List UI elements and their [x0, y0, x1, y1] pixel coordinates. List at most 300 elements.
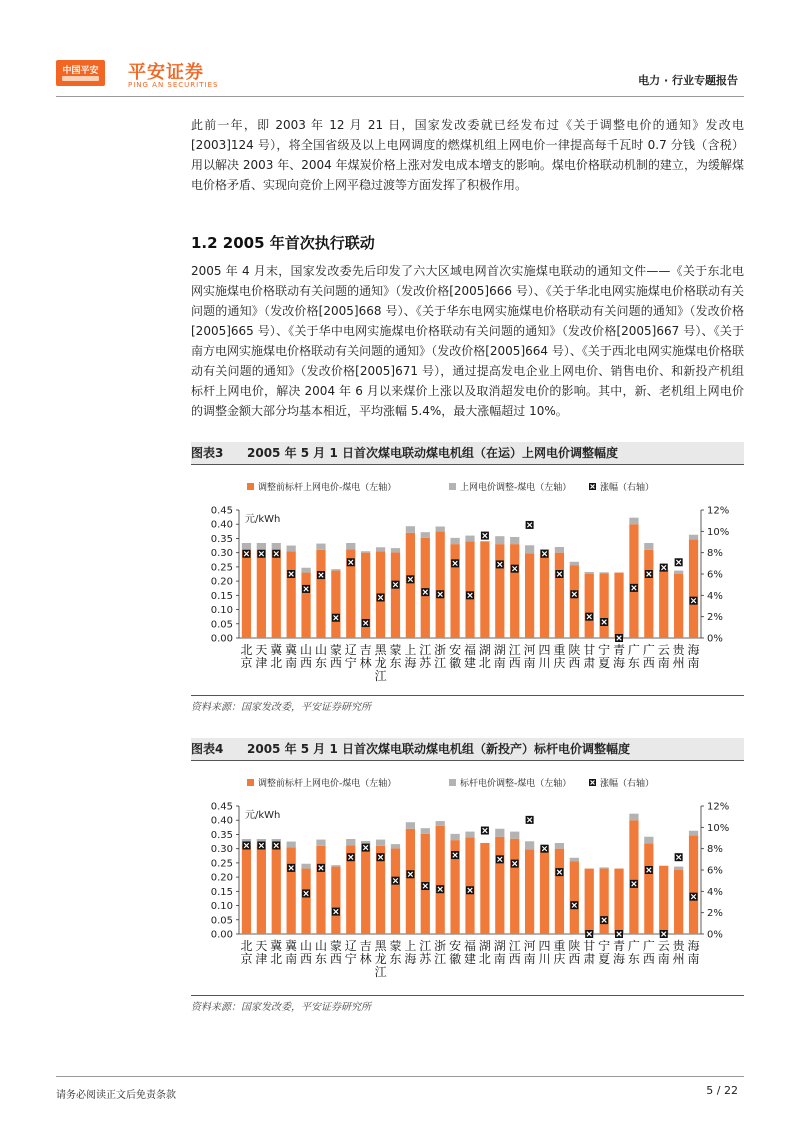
- pct-marker-广西: [645, 866, 653, 874]
- bar-base-安徽: [450, 544, 459, 638]
- bar-delta-北京: [242, 543, 251, 550]
- bar-base-青海: [614, 573, 623, 638]
- pct-marker-河南: [526, 521, 534, 529]
- pct-marker-陕西: [570, 901, 578, 909]
- right-tick-label: 10%: [707, 822, 730, 834]
- category-label-冀北: 冀: [270, 643, 283, 657]
- figure-4-chart: [191, 764, 744, 992]
- pct-marker-蒙东: [391, 877, 399, 885]
- left-tick-label: 0.40: [210, 519, 233, 531]
- figure-4-number: 图表4: [191, 742, 224, 756]
- category-label-蒙东: 东: [389, 952, 402, 966]
- category-label-贵州: 州: [672, 656, 685, 670]
- bar-base-陕西: [570, 565, 579, 638]
- category-label-蒙东: 蒙: [389, 939, 402, 953]
- right-tick-label: 2%: [707, 908, 723, 920]
- bar-base-冀北: [272, 550, 281, 638]
- category-label-湖南: 南: [493, 952, 506, 966]
- bar-base-江西: [510, 839, 519, 934]
- category-label-天津: 天: [255, 643, 268, 657]
- pct-marker-云南: [660, 930, 668, 938]
- category-label-江西: 西: [508, 656, 521, 670]
- category-label-黑龙江: 龙: [374, 952, 387, 966]
- category-label-黑龙江: 江: [374, 669, 387, 683]
- pct-marker-重庆: [555, 570, 563, 578]
- category-label-甘肃: 甘: [583, 939, 596, 953]
- category-label-山东: 东: [314, 656, 327, 670]
- intro-paragraph: 此前一年，即 2003 年 12 月 21 日，国家发改委就已经发布过《关于调整电价的通知》发改电[2003]124 号），将全国省级及以上电网调度的燃煤机组上网电价一律提高每千瓦时 0.7 分钱（含税）用以解决 2003 年、2004 年煤炭价格上涨对发电成本增支的影响。煤电价格联动机制的建立，为缓解煤电价格矛盾、实现向竞价上网平稳过渡等方面发挥了积极作用。: [191, 118, 744, 192]
- pct-marker-北京: [242, 841, 250, 849]
- pct-marker-冀南: [287, 864, 295, 872]
- bar-base-北京: [242, 550, 251, 638]
- left-tick-label: 0.25: [210, 562, 233, 574]
- category-label-宁夏: 夏: [598, 656, 611, 670]
- category-label-山西: 西: [300, 656, 313, 670]
- category-label-广东: 广: [627, 939, 640, 953]
- category-label-青海: 海: [613, 952, 626, 966]
- right-tick-label: 0%: [707, 633, 723, 645]
- figure-3-chart: [191, 468, 744, 694]
- bar-delta-宁夏: [600, 867, 609, 868]
- category-label-黑龙江: 黑: [374, 939, 387, 953]
- category-label-天津: 天: [255, 939, 268, 953]
- category-label-福建: 建: [463, 656, 477, 670]
- bar-delta-蒙西: [331, 569, 340, 570]
- bar-delta-广东: [629, 518, 638, 525]
- category-label-安徽: 安: [449, 939, 462, 953]
- pct-marker-福建: [466, 886, 474, 894]
- right-tick-label: 10%: [707, 526, 730, 538]
- category-label-甘肃: 甘: [583, 643, 596, 657]
- category-label-安徽: 安: [449, 643, 462, 657]
- legend-swatch-0: [247, 779, 254, 786]
- bar-base-重庆: [555, 849, 564, 934]
- category-label-甘肃: 肃: [583, 656, 596, 670]
- category-label-上海: 上: [404, 643, 417, 657]
- category-label-河南: 南: [523, 952, 536, 966]
- left-tick-label: 0.45: [210, 505, 233, 517]
- pct-marker-广东: [630, 584, 638, 592]
- category-label-河南: 南: [523, 656, 536, 670]
- bar-delta-冀北: [272, 543, 281, 550]
- pct-marker-山西: [302, 889, 310, 897]
- pct-marker-河南: [526, 816, 534, 824]
- logo-underline: [62, 76, 99, 81]
- left-tick-label: 0.10: [210, 901, 233, 913]
- bar-delta-河南: [525, 841, 534, 849]
- category-label-云南: 南: [657, 952, 670, 966]
- right-tick-label: 8%: [707, 548, 723, 560]
- bar-base-贵州: [674, 574, 683, 638]
- pct-marker-甘肃: [585, 930, 593, 938]
- category-label-上海: 海: [404, 952, 417, 966]
- pct-marker-吉林: [362, 844, 370, 852]
- bar-base-甘肃: [585, 869, 594, 934]
- section-title: 1.2 2005 年首次执行联动: [191, 234, 375, 252]
- pct-marker-冀南: [287, 570, 295, 578]
- bar-delta-蒙东: [391, 844, 400, 848]
- category-label-河南: 河: [523, 643, 536, 657]
- category-label-北京: 京: [240, 952, 253, 966]
- bar-base-湖北: [480, 843, 489, 934]
- category-label-上海: 上: [404, 939, 417, 953]
- figure-4-bottom-rule: [191, 995, 744, 996]
- category-label-江西: 江: [508, 643, 521, 657]
- category-label-湖北: 湖: [478, 939, 491, 953]
- bar-delta-湖南: [495, 829, 504, 837]
- category-label-贵州: 州: [672, 952, 685, 966]
- right-tick-label: 12%: [707, 801, 730, 813]
- bar-base-冀南: [287, 847, 296, 934]
- bar-base-宁夏: [600, 869, 609, 934]
- category-label-四川: 川: [538, 656, 551, 670]
- bar-delta-安徽: [450, 834, 459, 840]
- pct-marker-江西: [511, 860, 519, 868]
- bar-base-上海: [406, 533, 415, 638]
- footer-divider: [56, 1076, 744, 1077]
- legend-label-0: 调整前标杆上网电价-煤电（左轴）: [258, 779, 397, 789]
- bar-base-湖南: [495, 837, 504, 934]
- category-label-冀北: 冀: [270, 939, 283, 953]
- bar-delta-江西: [510, 832, 519, 839]
- pct-marker-冀北: [272, 550, 280, 558]
- category-label-河南: 河: [523, 939, 536, 953]
- figure-4-source: 资料来源：国家发改委，平安证券研究所: [191, 1002, 371, 1013]
- bar-delta-河南: [525, 545, 534, 553]
- category-label-蒙西: 西: [329, 656, 342, 670]
- pct-marker-宁夏: [600, 916, 608, 924]
- category-label-浙江: 江: [434, 952, 447, 966]
- category-label-云南: 南: [657, 656, 670, 670]
- bar-base-天津: [257, 846, 266, 934]
- bar-delta-天津: [257, 543, 266, 550]
- bar-delta-重庆: [555, 843, 564, 849]
- category-label-重庆: 庆: [553, 656, 566, 670]
- figure-4-title-bar: [191, 738, 744, 760]
- figure-3-title-bar: [191, 442, 744, 464]
- bar-delta-广东: [629, 814, 638, 821]
- pct-marker-海南: [690, 597, 698, 605]
- pingan-logo: [56, 60, 105, 86]
- legend-marker-2: [589, 483, 596, 490]
- bar-base-湖南: [495, 544, 504, 638]
- category-label-云南: 云: [657, 643, 670, 657]
- pct-marker-安徽: [451, 851, 459, 859]
- bar-base-山东: [316, 550, 325, 638]
- pct-marker-江西: [511, 565, 519, 573]
- category-label-蒙东: 东: [389, 656, 402, 670]
- category-label-冀北: 北: [270, 952, 283, 966]
- category-label-黑龙江: 龙: [374, 656, 387, 670]
- bar-base-吉林: [361, 847, 370, 934]
- category-label-福建: 福: [463, 939, 477, 953]
- category-label-浙江: 浙: [434, 643, 447, 657]
- legend-label-2: 涨幅（右轴）: [600, 779, 655, 789]
- category-label-吉林: 林: [359, 952, 372, 966]
- bar-base-山西: [301, 869, 310, 934]
- bar-delta-浙江: [436, 821, 445, 826]
- pct-marker-山东: [317, 864, 325, 872]
- pct-marker-贵州: [675, 853, 683, 861]
- bar-base-福建: [465, 541, 474, 638]
- bar-base-云南: [659, 570, 668, 638]
- bar-delta-陕西: [570, 858, 579, 862]
- bar-base-陕西: [570, 861, 579, 934]
- pct-marker-吉林: [362, 619, 370, 627]
- bar-base-广西: [644, 844, 653, 934]
- category-label-云南: 云: [657, 939, 670, 953]
- category-label-天津: 津: [255, 952, 268, 966]
- bar-delta-宁夏: [600, 572, 609, 573]
- figure-3-source: 资料来源：国家发改委，平安证券研究所: [191, 702, 371, 713]
- pct-marker-冀北: [272, 841, 280, 849]
- pct-marker-青海: [615, 634, 623, 642]
- pct-marker-宁夏: [600, 618, 608, 626]
- bar-delta-浙江: [436, 526, 445, 531]
- pct-marker-湖北: [481, 532, 489, 540]
- category-label-山东: 山: [314, 643, 327, 657]
- category-label-天津: 津: [255, 656, 268, 670]
- pct-marker-重庆: [555, 868, 563, 876]
- category-label-吉林: 林: [359, 656, 372, 670]
- bar-base-浙江: [436, 531, 445, 638]
- category-label-蒙西: 蒙: [329, 939, 342, 953]
- bar-delta-贵州: [674, 867, 683, 870]
- bar-base-云南: [659, 866, 668, 934]
- bar-delta-吉林: [361, 551, 370, 552]
- bar-delta-重庆: [555, 547, 564, 553]
- left-tick-label: 0.15: [210, 886, 233, 898]
- category-label-蒙东: 蒙: [389, 643, 402, 657]
- category-label-宁夏: 宁: [598, 939, 611, 953]
- category-label-湖北: 北: [478, 952, 491, 966]
- pct-marker-浙江: [436, 590, 444, 598]
- category-label-陕西: 西: [568, 952, 581, 966]
- bar-delta-甘肃: [585, 572, 594, 574]
- bar-base-上海: [406, 829, 415, 934]
- bar-base-蒙东: [391, 848, 400, 934]
- report-type: 电力 · 行业专题报告: [638, 74, 738, 87]
- category-label-北京: 北: [240, 643, 253, 657]
- category-label-安徽: 徽: [449, 656, 462, 670]
- bar-delta-江西: [510, 537, 519, 544]
- bar-delta-贵州: [674, 571, 683, 574]
- bar-delta-湖南: [495, 536, 504, 544]
- bar-base-四川: [540, 850, 549, 934]
- footer-disclaimer: 请务必阅读正文后免责条款: [56, 1090, 176, 1101]
- pct-marker-天津: [257, 841, 265, 849]
- category-label-山东: 山: [314, 939, 327, 953]
- category-label-贵州: 贵: [672, 643, 685, 657]
- bar-base-蒙西: [331, 571, 340, 638]
- category-label-辽宁: 辽: [344, 939, 357, 953]
- category-label-陕西: 陕: [568, 643, 581, 657]
- right-tick-label: 6%: [707, 865, 723, 877]
- pct-marker-四川: [541, 550, 549, 558]
- bar-delta-安徽: [450, 538, 459, 544]
- bar-delta-冀南: [287, 546, 296, 552]
- left-tick-label: 0.30: [210, 844, 233, 856]
- bar-base-天津: [257, 550, 266, 638]
- pct-marker-黑龙江: [377, 593, 385, 601]
- pct-marker-上海: [406, 575, 414, 583]
- category-label-广西: 广: [642, 643, 655, 657]
- bar-delta-蒙西: [331, 865, 340, 866]
- bar-delta-山东: [316, 544, 325, 550]
- category-label-甘肃: 肃: [583, 952, 596, 966]
- right-tick-label: 8%: [707, 844, 723, 856]
- pct-marker-海南: [690, 893, 698, 901]
- left-tick-label: 0.00: [210, 929, 233, 941]
- bar-delta-福建: [465, 832, 474, 838]
- category-label-广西: 广: [642, 939, 655, 953]
- pct-marker-福建: [466, 591, 474, 599]
- category-label-海南: 南: [687, 952, 700, 966]
- bar-base-福建: [465, 837, 474, 934]
- category-label-江西: 江: [508, 939, 521, 953]
- bar-base-海南: [689, 539, 698, 638]
- bar-base-广西: [644, 550, 653, 638]
- bar-base-甘肃: [585, 574, 594, 638]
- bar-delta-海南: [689, 535, 698, 540]
- bar-delta-冀南: [287, 842, 296, 848]
- category-label-宁夏: 宁: [598, 643, 611, 657]
- category-label-广东: 东: [627, 656, 640, 670]
- bar-base-江苏: [421, 538, 430, 638]
- right-tick-label: 12%: [707, 505, 730, 517]
- left-tick-label: 0.40: [210, 815, 233, 827]
- left-tick-label: 0.45: [210, 801, 233, 813]
- category-label-广西: 西: [642, 952, 655, 966]
- pct-marker-四川: [541, 845, 549, 853]
- brand-name-en: PING AN SECURITIES: [128, 81, 219, 89]
- y-axis-unit-label: 元/kWh: [245, 810, 281, 821]
- category-label-黑龙江: 黑: [374, 643, 387, 657]
- category-label-辽宁: 宁: [344, 952, 357, 966]
- category-label-福建: 建: [463, 952, 477, 966]
- pct-marker-蒙西: [332, 614, 340, 622]
- bar-base-青海: [614, 869, 623, 934]
- left-tick-label: 0.35: [210, 829, 233, 841]
- category-label-冀北: 北: [270, 656, 283, 670]
- pct-marker-蒙西: [332, 908, 340, 916]
- category-label-蒙西: 西: [329, 952, 342, 966]
- header-divider: [56, 96, 744, 97]
- page-number: 5 / 22: [706, 1084, 738, 1097]
- category-label-江苏: 苏: [419, 656, 432, 670]
- category-label-湖北: 北: [478, 656, 491, 670]
- bar-base-蒙东: [391, 552, 400, 638]
- pct-marker-甘肃: [585, 613, 593, 621]
- category-label-四川: 川: [538, 952, 551, 966]
- category-label-冀南: 冀: [285, 643, 298, 657]
- bar-delta-上海: [406, 526, 415, 533]
- category-label-重庆: 重: [553, 643, 566, 657]
- figure-4-title: 2005 年 5 月 1 日首次煤电联动煤电机组（新投产）标杆电价调整幅度: [247, 742, 630, 756]
- pct-marker-辽宁: [347, 853, 355, 861]
- legend-swatch-1: [449, 779, 456, 786]
- bar-delta-陕西: [570, 562, 579, 566]
- left-tick-label: 0.10: [210, 605, 233, 617]
- pct-marker-安徽: [451, 559, 459, 567]
- right-tick-label: 0%: [707, 929, 723, 941]
- category-label-山东: 东: [314, 952, 327, 966]
- bar-base-广东: [629, 524, 638, 638]
- bar-base-浙江: [436, 826, 445, 934]
- category-label-青海: 青: [613, 939, 626, 953]
- pct-marker-黑龙江: [377, 853, 385, 861]
- pct-marker-山东: [317, 571, 325, 579]
- bar-base-海南: [689, 835, 698, 934]
- legend-marker-2: [589, 779, 596, 786]
- bar-base-冀南: [287, 551, 296, 638]
- bar-base-重庆: [555, 553, 564, 638]
- pct-marker-蒙东: [391, 581, 399, 589]
- category-label-四川: 四: [538, 643, 551, 657]
- category-label-湖南: 湖: [493, 643, 506, 657]
- bar-base-河南: [525, 553, 534, 638]
- category-label-冀南: 冀: [285, 939, 298, 953]
- pct-marker-天津: [257, 550, 265, 558]
- category-label-江苏: 江: [419, 939, 432, 953]
- category-label-重庆: 重: [553, 939, 566, 953]
- pct-marker-湖南: [496, 855, 504, 863]
- bar-base-贵州: [674, 870, 683, 934]
- bar-base-河南: [525, 849, 534, 934]
- bar-delta-山西: [301, 568, 310, 573]
- bar-delta-蒙东: [391, 548, 400, 552]
- bar-base-蒙西: [331, 867, 340, 934]
- bar-base-山东: [316, 846, 325, 934]
- pct-marker-云南: [660, 564, 668, 572]
- logo-text: 中国平安: [62, 66, 99, 76]
- bar-delta-山西: [301, 864, 310, 869]
- category-label-陕西: 陕: [568, 939, 581, 953]
- bar-delta-江苏: [421, 532, 430, 538]
- section-paragraph: 2005 年 4 月末，国家发改委先后印发了六大区域电网首次实施煤电联动的通知文件——《关于东北电网实施煤电价格联动有关问题的通知》（发改价格[2005]666 号）、《关于华北电网实施煤电价格联动有关问题的通知》（发改价格[2005]668 号）、《关于华东电网实施煤电价格联动有关问题的通知》（发改价格[2005]665 号）、《关于华中电网实施煤电价格联动有关问题的通知》（发改价格[2005]667 号）、《关于南方电网实施煤电价格联动有关问题的通知》（发改价格[2005]664 号）、《关于西北电网实施煤电价格联动有关问题的通知》（发改价格[2005]671 号），通过提高发电企业上网电价、销售电价、和新投产机组标杆上网电价，解决 2004 年 6 月以来煤价上涨以及取消超发电价的影响。其中，新、老机组上网电价的调整金额大部分均基本相近，平均涨幅 5.4%，最大涨幅超过 10%。: [191, 264, 744, 418]
- category-label-江苏: 苏: [419, 952, 432, 966]
- left-tick-label: 0.05: [210, 915, 233, 927]
- category-label-浙江: 江: [434, 656, 447, 670]
- category-label-山西: 山: [300, 643, 313, 657]
- y-axis-unit-label: 元/kWh: [245, 514, 281, 525]
- category-label-吉林: 吉: [359, 643, 372, 657]
- category-label-冀南: 南: [285, 656, 298, 670]
- category-label-海南: 海: [687, 939, 700, 953]
- category-label-四川: 四: [538, 939, 551, 953]
- right-tick-label: 6%: [707, 569, 723, 581]
- figure-3-number: 图表3: [191, 446, 224, 460]
- category-label-江西: 西: [508, 952, 521, 966]
- bar-base-湖北: [480, 541, 489, 638]
- right-tick-label: 4%: [707, 590, 723, 602]
- left-tick-label: 0.20: [210, 576, 233, 588]
- category-label-蒙西: 蒙: [329, 643, 342, 657]
- category-label-上海: 海: [404, 656, 417, 670]
- legend-swatch-0: [247, 483, 254, 490]
- bar-delta-江苏: [421, 828, 430, 834]
- category-label-广西: 西: [642, 656, 655, 670]
- category-label-山西: 山: [300, 939, 313, 953]
- category-label-吉林: 吉: [359, 939, 372, 953]
- bar-base-山西: [301, 573, 310, 638]
- pct-marker-广西: [645, 570, 653, 578]
- bar-delta-辽宁: [346, 839, 355, 845]
- bar-delta-上海: [406, 822, 415, 829]
- right-tick-label: 2%: [707, 612, 723, 624]
- right-tick-label: 4%: [707, 886, 723, 898]
- left-tick-label: 0.20: [210, 872, 233, 884]
